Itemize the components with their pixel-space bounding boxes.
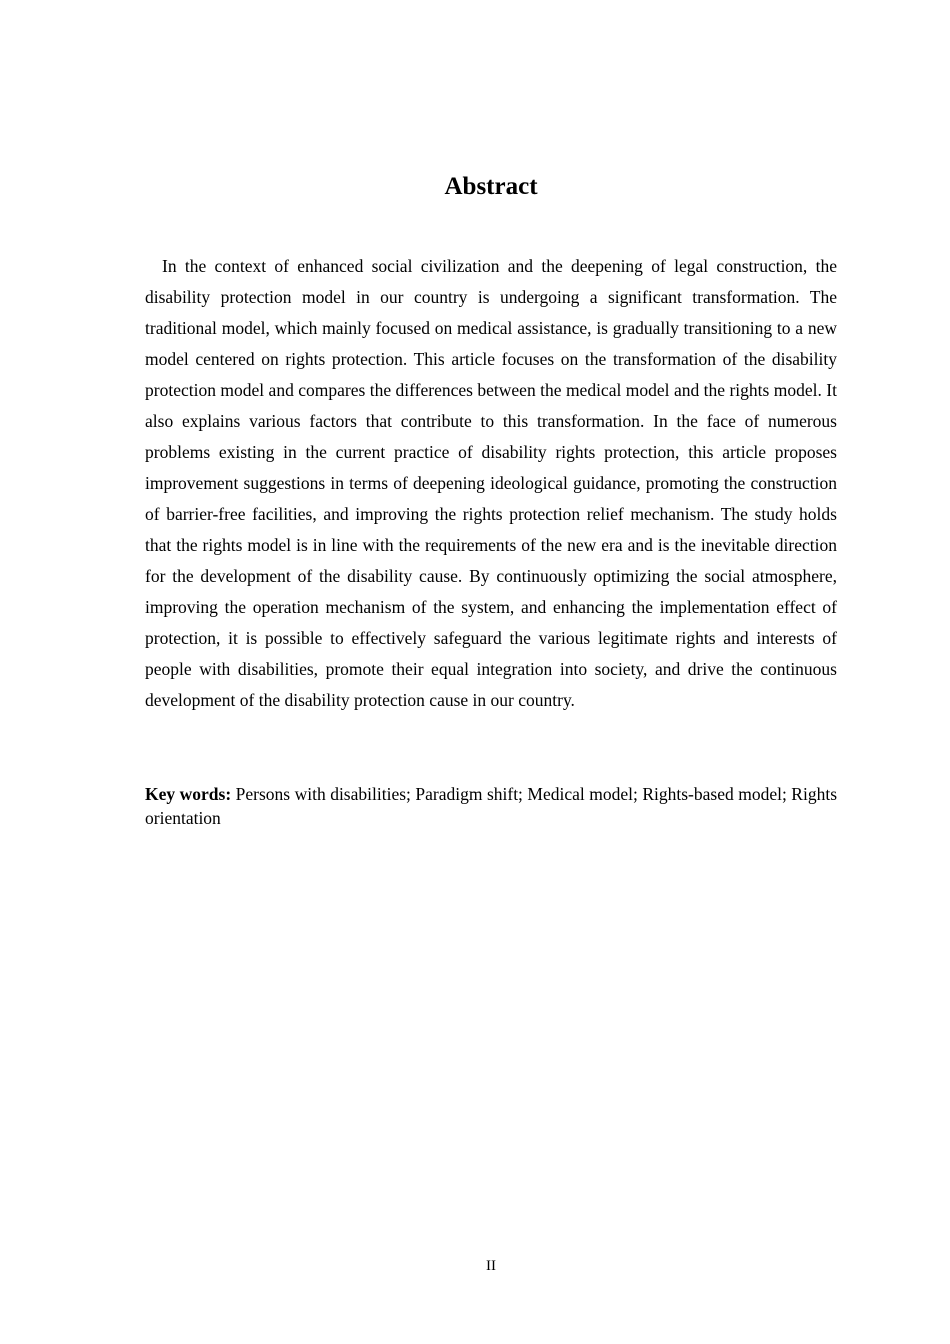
keywords-text: Persons with disabilities; Paradigm shift; Medical model; Rights-based model; Rights orientation: [145, 784, 838, 828]
keywords-label: Key words:: [145, 784, 232, 804]
keywords-paragraph: [145, 782, 837, 830]
page-number: II: [486, 1258, 496, 1274]
abstract-body: In the context of enhanced social civilization and the deepening of legal construction, the disability protection model in our country is undergoing a significant transformation. The traditional model, which mainly focused on medical assistance, is gradually transitioning to a new model centered on rights protection. This article focuses on the transformation of the disability protection model and compares the differences between the medical model and the rights model. It also explains various factors that contribute to this transformation. In the face of numerous problems existing in the current practice of disability rights protection, this article proposes improvement suggestions in terms of deepening ideological guidance, promoting the construction of barrier-free facilities, and improving the rights protection relief mechanism. The study holds that the rights model is in line with the requirements of the new era and is the inevitable direction for the development of the disability cause. By continuously optimizing the social atmosphere, improving the operation mechanism of the system, and enhancing the implementation effect of protection, it is possible to effectively safeguard the various legitimate rights and interests of people with disabilities, promote their equal integration into society, and drive the continuous development of the disability protection cause in our country.: [145, 256, 837, 710]
abstract-title: Abstract: [444, 173, 538, 200]
